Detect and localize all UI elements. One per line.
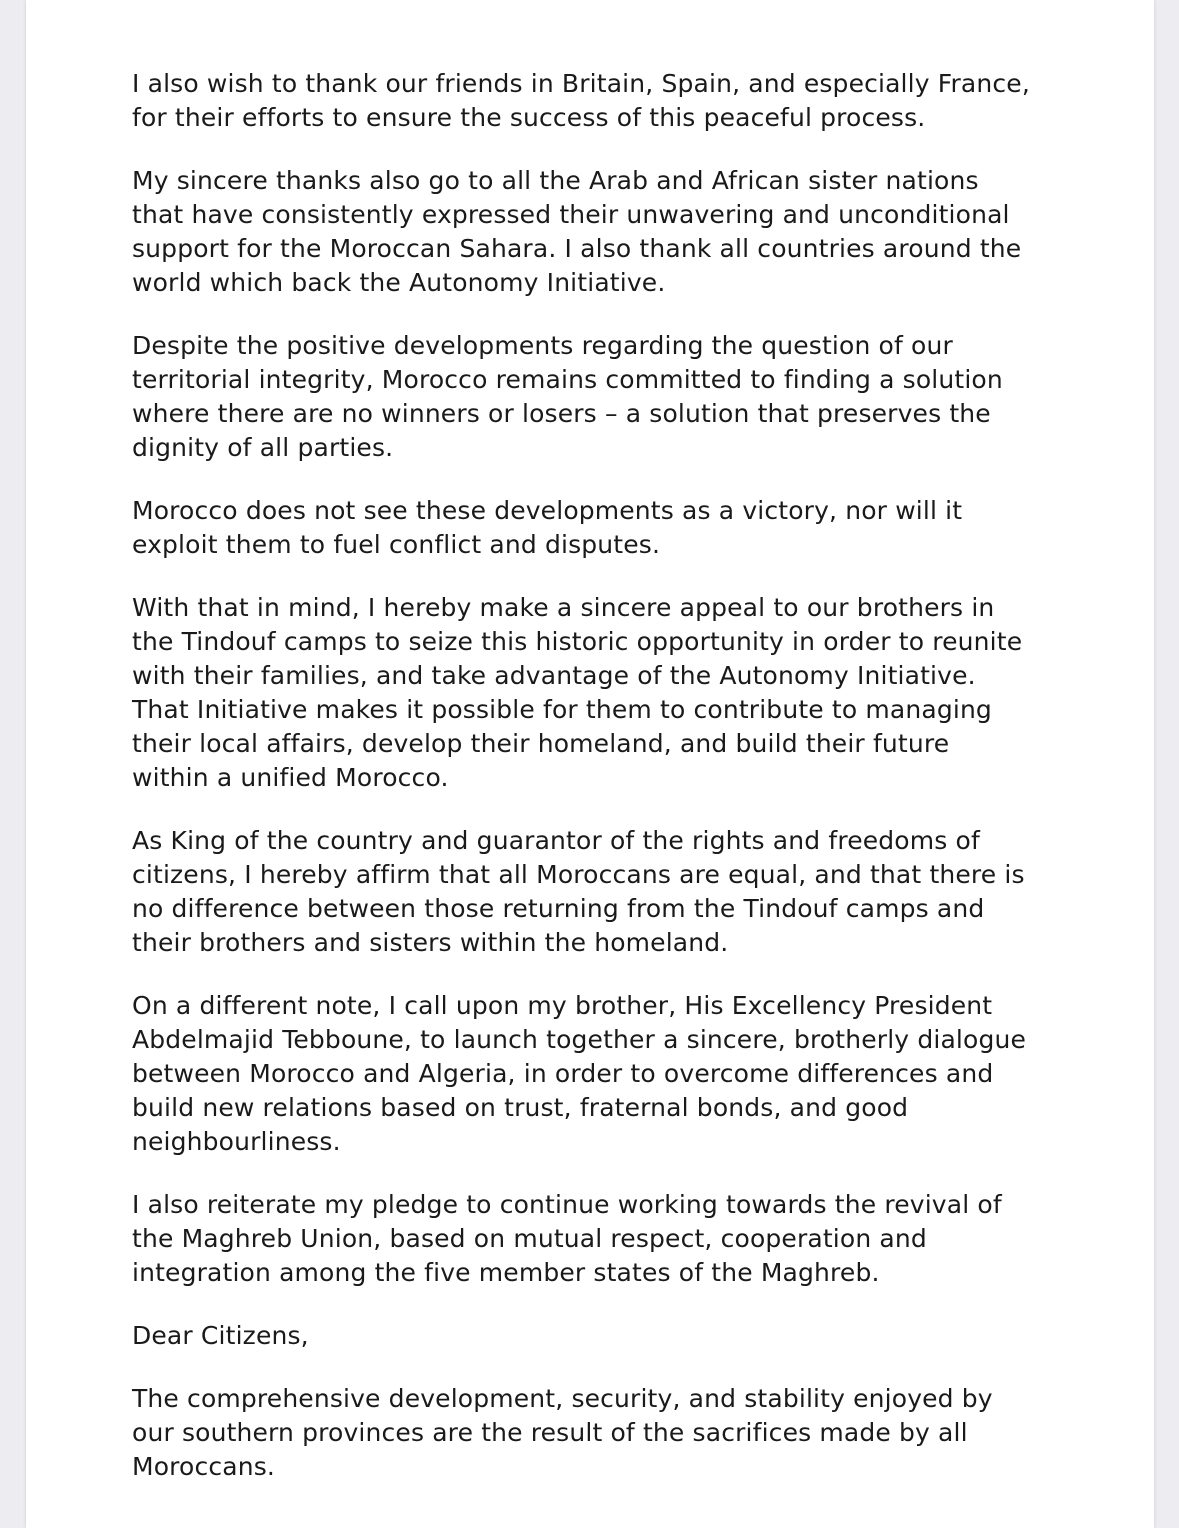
text-line: the Maghreb Union, based on mutual respect, cooperation and bbox=[132, 1224, 927, 1253]
text-line: within a unified Morocco. bbox=[132, 763, 449, 792]
text-line: world which back the Autonomy Initiative. bbox=[132, 268, 666, 297]
text-line: our southern provinces are the result of the sacrifices made by all bbox=[132, 1418, 968, 1447]
text-line: Despite the positive developments regarding the question of our bbox=[132, 331, 953, 360]
text-line: Moroccans. bbox=[132, 1452, 276, 1481]
text-line: My sincere thanks also go to all the Arab and African sister nations bbox=[132, 166, 979, 195]
text-line: the Tindouf camps to seize this historic opportunity in order to reunite bbox=[132, 627, 1023, 656]
text-line: On a different note, I call upon my brother, His Excellency President bbox=[132, 991, 993, 1020]
text-line: With that in mind, I hereby make a sincere appeal to our brothers in bbox=[132, 593, 995, 622]
paragraph-equal-citizens bbox=[132, 824, 1082, 960]
document-body bbox=[132, 67, 1082, 1513]
text-line: integration among the five member states of the Maghreb. bbox=[132, 1258, 880, 1287]
text-line: Abdelmajid Tebboune, to launch together a sincere, brotherly dialogue bbox=[132, 1025, 1027, 1054]
paragraph-southern-provinces bbox=[132, 1382, 1082, 1484]
text-line: with their families, and take advantage of the Autonomy Initiative. bbox=[132, 661, 976, 690]
paragraph-salutation bbox=[132, 1319, 1082, 1353]
text-line: I also reiterate my pledge to continue working towards the revival of bbox=[132, 1190, 1002, 1219]
text-line: I also wish to thank our friends in Britain, Spain, and especially France, bbox=[132, 69, 1030, 98]
text-line: no difference between those returning from the Tindouf camps and bbox=[132, 894, 985, 923]
paragraph-not-victory bbox=[132, 494, 1082, 562]
text-line: That Initiative makes it possible for them to contribute to managing bbox=[132, 695, 992, 724]
paragraph-maghreb-union bbox=[132, 1188, 1082, 1290]
text-line: between Morocco and Algeria, in order to overcome differences and bbox=[132, 1059, 994, 1088]
paragraph-thanks-sister-nations bbox=[132, 164, 1082, 300]
text-line: dignity of all parties. bbox=[132, 433, 394, 462]
text-line: neighbourliness. bbox=[132, 1127, 341, 1156]
text-line: where there are no winners or losers – a solution that preserves the bbox=[132, 399, 991, 428]
text-line: As King of the country and guarantor of the rights and freedoms of bbox=[132, 826, 980, 855]
paragraph-algeria-dialogue bbox=[132, 989, 1082, 1159]
paragraph-tindouf-appeal bbox=[132, 591, 1082, 795]
text-line: citizens, I hereby affirm that all Moroccans are equal, and that there is bbox=[132, 860, 1025, 889]
text-line: build new relations based on trust, fraternal bonds, and good bbox=[132, 1093, 909, 1122]
text-line: The comprehensive development, security, and stability enjoyed by bbox=[132, 1384, 993, 1413]
text-line: their brothers and sisters within the homeland. bbox=[132, 928, 729, 957]
text-line: that have consistently expressed their unwavering and unconditional bbox=[132, 200, 1010, 229]
text-line: for their efforts to ensure the success of this peaceful process. bbox=[132, 103, 926, 132]
paragraph-thanks-friends bbox=[132, 67, 1082, 135]
document-page bbox=[26, 0, 1154, 1528]
text-line: support for the Moroccan Sahara. I also thank all countries around the bbox=[132, 234, 1022, 263]
paragraph-territorial-integrity bbox=[132, 329, 1082, 465]
text-line: territorial integrity, Morocco remains committed to finding a solution bbox=[132, 365, 1003, 394]
text-line: their local affairs, develop their homeland, and build their future bbox=[132, 729, 950, 758]
text-line: Morocco does not see these developments as a victory, nor will it bbox=[132, 496, 963, 525]
text-line: Dear Citizens, bbox=[132, 1321, 309, 1350]
text-line: exploit them to fuel conflict and disputes. bbox=[132, 530, 661, 559]
